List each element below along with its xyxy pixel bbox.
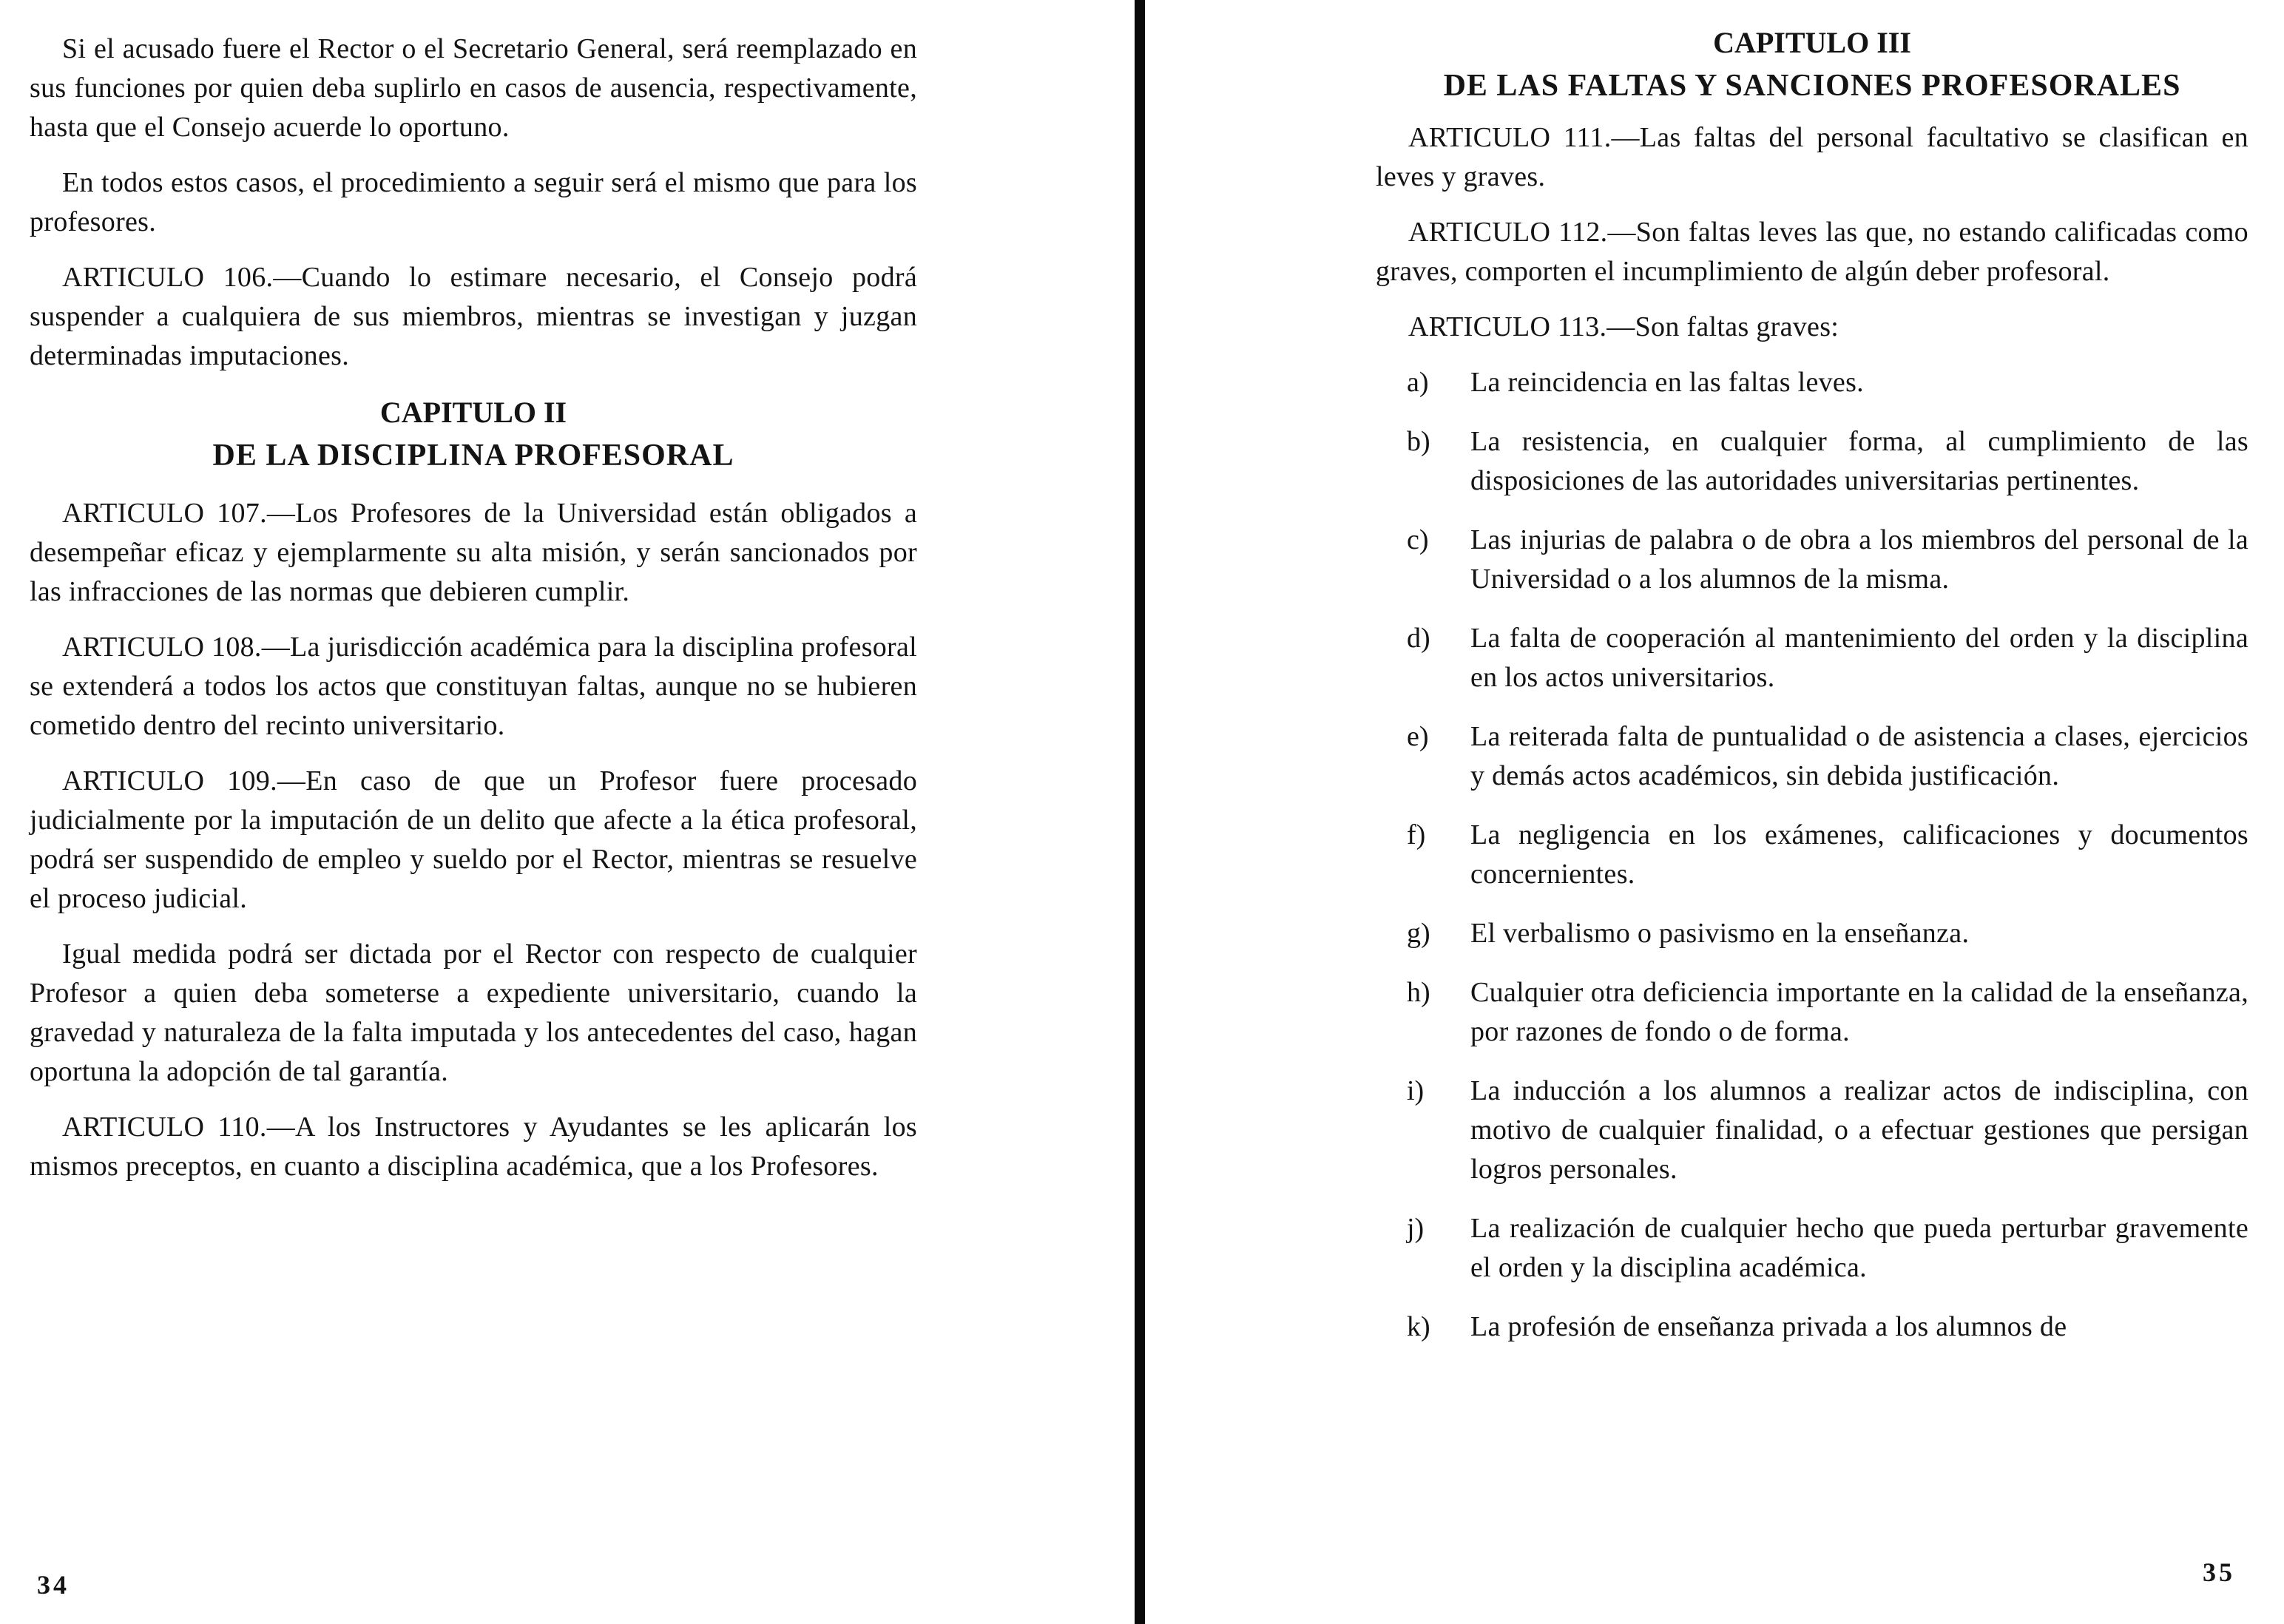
item-text: Cualquier otra deficiencia importante en la calidad de la enseñanza, por razones de fondo o de forma.: [1470, 977, 2248, 1047]
list-item: [1346, 914, 2248, 953]
chapter-title: DE LA DISCIPLINA PROFESORAL: [212, 439, 734, 473]
list-item: [1346, 973, 2248, 1052]
paragraph: Igual medida podrá ser dictada por el Rector con respecto de cualquier Profesor a quien deba someterse a expediente universitario, cuando la gravedad y naturaleza de la falta imputada y los antecedentes del caso, hagan oportuna la adopción de tal garantía.: [30, 938, 917, 1087]
item-label: k): [1407, 1311, 1430, 1342]
chapter-heading: [1376, 22, 2248, 108]
list-item: [1346, 816, 2248, 894]
item-text: La negligencia en los exámenes, calificaciones y documentos concernientes.: [1470, 819, 2248, 890]
list-item: [1346, 363, 2248, 402]
item-label: g): [1407, 918, 1430, 949]
item-text: La realización de cualquier hecho que pueda perturbar gravemente el orden y la disciplina académica.: [1470, 1213, 2248, 1283]
list-item: [1346, 1307, 2248, 1347]
book-spine-divider: [1135, 0, 1145, 1624]
item-text: La falta de cooperación al mantenimiento del orden y la disciplina en los actos universitarios.: [1470, 623, 2248, 693]
paragraph: Si el acusado fuere el Rector o el Secretario General, será reemplazado en sus funciones por quien deba suplirlo en casos de ausencia, respectivamente, hasta que el Consejo acuerde lo oportuno.: [30, 33, 917, 143]
list-item: [1346, 521, 2248, 599]
article-107: ARTICULO 107.—Los Profesores de la Universidad están obligados a desempeñar eficaz y ejemplarmente su alta misión, y serán sancionados por las infracciones de las normas que debieren cumplir.: [30, 498, 917, 607]
article-108: ARTICULO 108.—La jurisdicción académica para la disciplina profesoral se extenderá a todos los actos que constituyan faltas, aunque no se hubieren cometido dentro del recinto universitario.: [30, 632, 917, 741]
page-number: 34: [37, 1570, 70, 1600]
item-label: b): [1407, 426, 1430, 457]
article-106: ARTICULO 106.—Cuando lo estimare necesario, el Consejo podrá suspender a cualquiera de sus miembros, mientras se investigan y juzgan determinadas imputaciones.: [30, 262, 917, 371]
item-text: Las injurias de palabra o de obra a los miembros del personal de la Universidad o a los alumnos de la misma.: [1470, 524, 2248, 595]
list-item: [1346, 619, 2248, 697]
item-text: La reincidencia en las faltas leves.: [1470, 367, 1864, 398]
list-item: [1346, 1209, 2248, 1288]
chapter-heading: [30, 392, 917, 478]
page-number: 35: [2203, 1557, 2235, 1587]
list-item: [1346, 1072, 2248, 1189]
right-page-text: [1376, 22, 2248, 1367]
article-110: ARTICULO 110.—A los Instructores y Ayudantes se les aplicarán los mismos preceptos, en cuanto a disciplina académica, que a los Profesores.: [30, 1112, 917, 1182]
item-label: i): [1407, 1075, 1425, 1106]
article-113: ARTICULO 113.—Son faltas graves:: [1408, 311, 1839, 342]
right-page: [1154, 0, 2284, 1624]
item-label: d): [1407, 623, 1430, 654]
item-label: e): [1407, 721, 1429, 752]
item-text: La resistencia, en cualquier forma, al cumplimiento de las disposiciones de las autoridades universitarias pertinentes.: [1470, 426, 2248, 496]
chapter-title: DE LAS FALTAS Y SANCIONES PROFESORALES: [1443, 69, 2181, 103]
list-item: [1346, 422, 2248, 501]
article-109: ARTICULO 109.—En caso de que un Profesor fuere procesado judicialmente por la imputación de un delito que afecte a la ética profesoral, podrá ser suspendido de empleo y sueldo por el Rector, mientras se resuelve el proceso judicial.: [30, 765, 917, 914]
faults-list: [1346, 363, 2248, 1347]
item-text: La profesión de enseñanza privada a los alumnos de: [1470, 1311, 2067, 1342]
paragraph: En todos estos casos, el procedimiento a seguir será el mismo que para los profesores.: [30, 167, 917, 237]
item-text: La reiterada falta de puntualidad o de asistencia a clases, ejercicios y demás actos académicos, sin debida justificación.: [1470, 721, 2248, 791]
item-label: f): [1407, 819, 1426, 850]
item-label: a): [1407, 367, 1429, 398]
item-label: c): [1407, 524, 1429, 555]
item-label: h): [1407, 977, 1430, 1008]
item-text: El verbalismo o pasivismo en la enseñanza.: [1470, 918, 1970, 949]
item-text: La inducción a los alumnos a realizar actos de indisciplina, con motivo de cualquier finalidad, o a efectuar gestiones que persigan logros personales.: [1470, 1075, 2248, 1185]
left-page: [0, 0, 1139, 1624]
chapter-number: CAPITULO II: [379, 396, 567, 429]
list-item: [1346, 717, 2248, 796]
article-111: ARTICULO 111.—Las faltas del personal facultativo se clasifican en leves y graves.: [1376, 122, 2248, 192]
left-page-text: [30, 30, 917, 1202]
item-label: j): [1407, 1213, 1425, 1244]
article-112: ARTICULO 112.—Son faltas leves las que, no estando calificadas como graves, comporten el incumplimiento de algún deber profesoral.: [1376, 217, 2248, 287]
chapter-number: CAPITULO III: [1713, 26, 1911, 59]
